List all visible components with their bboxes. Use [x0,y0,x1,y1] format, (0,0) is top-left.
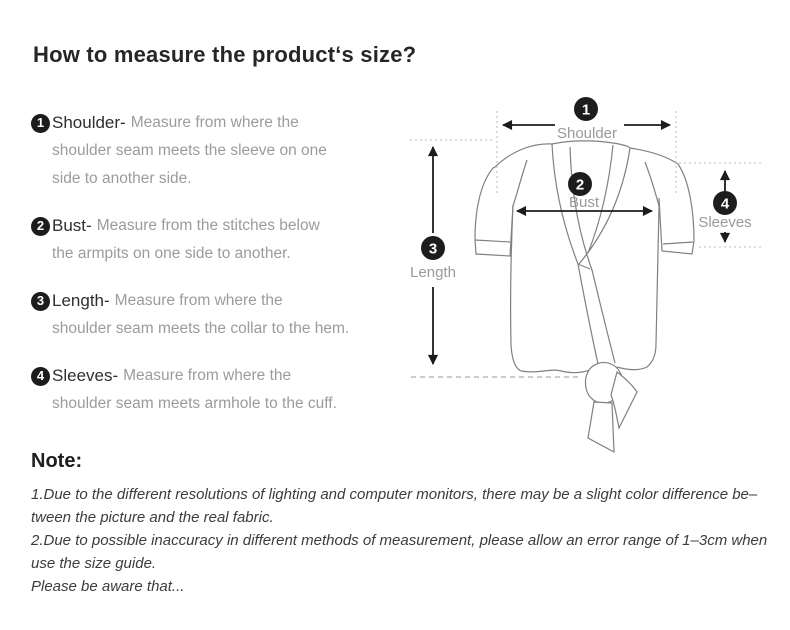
number-badge-2: 2 [31,217,50,236]
note-line: 1.Due to the different resolutions of lighting and computer monitors, there may be a slight color difference be– [31,486,758,503]
guide-lines [410,111,764,377]
note-line: use the size guide. [31,555,157,572]
shoulder-label: Shoulder [556,125,618,142]
page-title: How to measure the product‘s size? [33,42,417,67]
instruction-text: the armpits on one side to another. [52,245,291,262]
instruction-term: Length- [52,291,110,310]
measure-length [410,147,456,364]
sleeves-label: Sleeves [698,214,752,231]
note-section [31,450,786,598]
instruction-text: Measure from the stitches below [96,217,320,234]
measure-bust [517,172,652,211]
measure-sleeves [698,171,751,242]
measure-instructions [31,109,416,437]
number-badge-3: 3 [31,292,50,311]
note-line: 2.Due to possible inaccuracy in different methods of measurement, please allow an error range of 1–3cm when [31,532,768,549]
measure-shoulder [503,97,670,142]
instruction-term: Bust- [52,216,92,235]
note-body [31,483,786,598]
svg-text:2: 2 [575,176,585,194]
instruction-text: Measure from where the [123,367,292,384]
instruction-text: side to another side. [52,170,192,187]
instruction-text: shoulder seam meets the sleeve on one [52,142,327,159]
note-line: tween the picture and the real fabric. [31,509,274,526]
instruction-term: Sleeves- [52,366,119,385]
instruction-sleeves [31,362,416,418]
instruction-text: shoulder seam meets the collar to the hem. [52,320,350,337]
length-label: Length [410,264,456,281]
garment-diagram [405,88,790,473]
svg-text:3: 3 [428,240,438,258]
instruction-length [31,287,416,343]
svg-text:4: 4 [720,195,730,213]
svg-text:1: 1 [581,101,591,119]
note-heading: Note: [31,450,83,472]
instruction-text: Measure from where the [130,114,299,131]
number-badge-1: 1 [31,114,50,133]
instruction-text: Measure from where the [114,292,283,309]
tie-ribbon-right [611,372,637,428]
instruction-term: Shoulder- [52,113,126,132]
number-badge-4: 4 [31,367,50,386]
bust-label: Bust [568,194,600,211]
tie-ribbon-long [588,402,614,452]
instruction-bust [31,212,416,268]
instruction-text: shoulder seam meets armhole to the cuff. [52,395,337,412]
instruction-shoulder [31,109,416,193]
note-line: Please be aware that... [31,578,185,595]
